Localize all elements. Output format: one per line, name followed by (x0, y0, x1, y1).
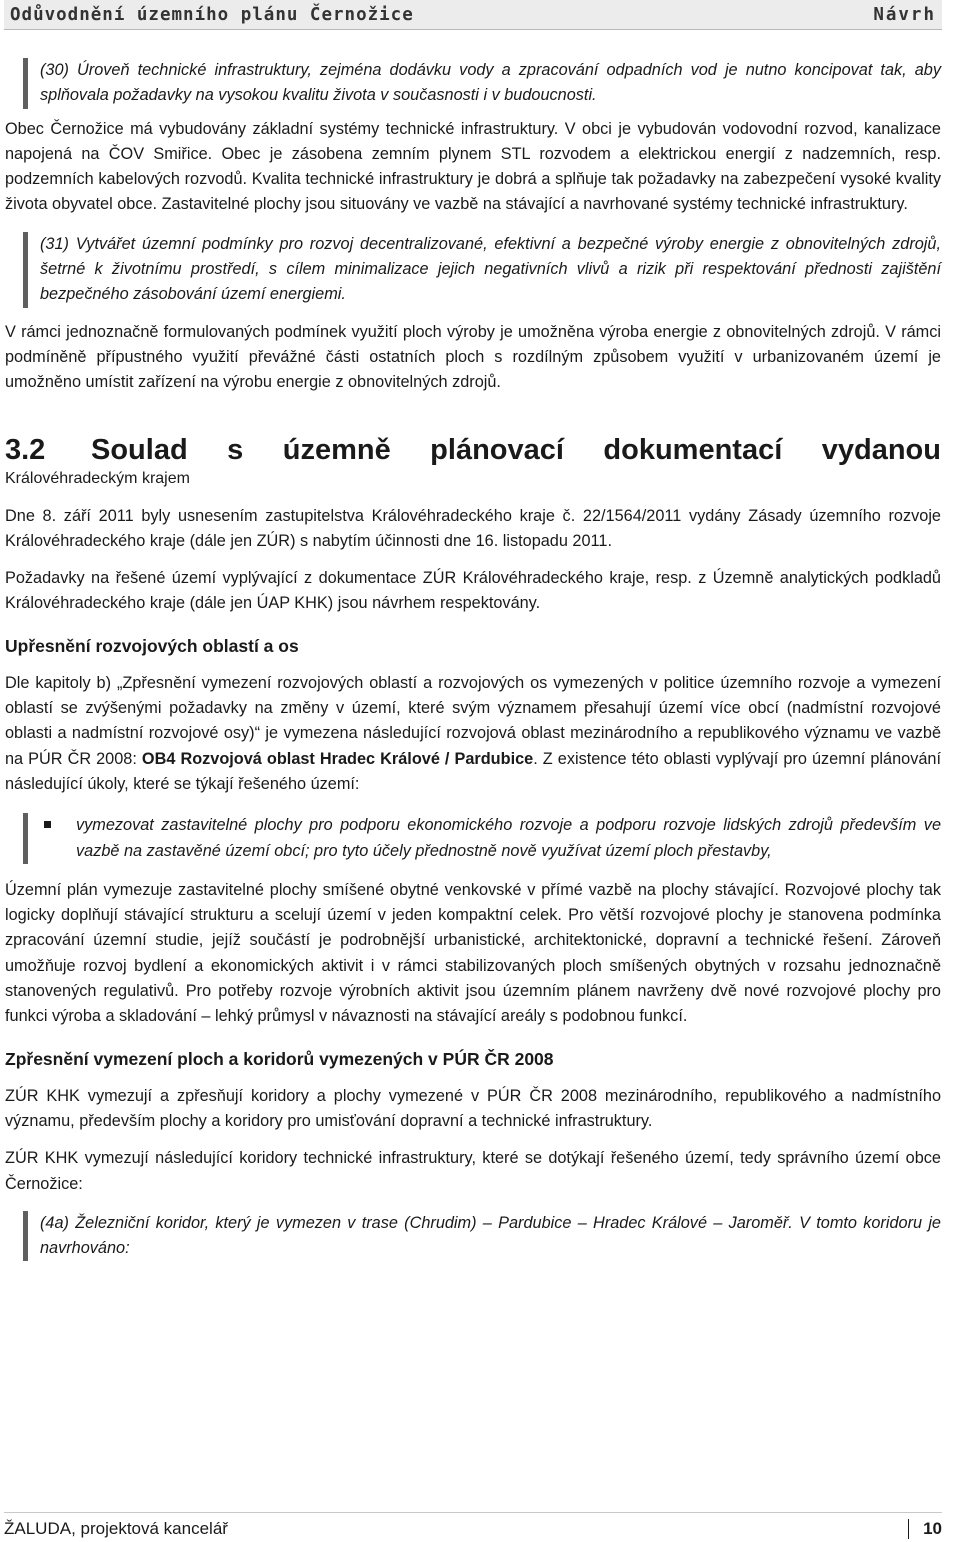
list-item (40, 813, 941, 864)
paragraph-development-area-start: Dle kapitoly b) „Zpřesnění vymezení rozvojových oblastí a rozvojových os vymezených v politice územního rozvoje a vymezení oblastí se zvýšenými požadavky na změny v území, které svým významem přesahují území více obcí (nadmístní rozvojové oblasti a nadmístní rozvojové osy)“ je vymezena následující rozvojová oblast mezinárodního a republikového významu ve vazbě na PÚR ČR 2008: (5, 673, 941, 768)
paragraph-technical-corridors: ZÚR KHK vymezují následující koridory technické infrastruktury, které se dotýkají řešeného území, tedy správního území obce Černožice: (5, 1149, 941, 1193)
paragraph-zoning-plan: Územní plán vymezuje zastavitelné plochy smíšené obytné venkovské v přímé vazbě na plochy stávající. Rozvojové plochy tak logicky doplňují stávající strukturu a scelují území v jeden kompaktní celek. Pro větší rozvojové plochy je stanovena podmínka zpracování územní studie, jejíž součástí je podrobnější urbanistické, architektonické, dopravní a technické řešení. Zároveň umožňuje rozvoj bydlení a ekonomických aktivit i v rámci stabilizovaných ploch smíšených obytných v rozsahu jednoznačně stanovených regulativů. Pro potřeby rozvoje výrobních aktivit jsou územním plánem navrženy dvě nové rozvojové plochy pro funkci výroba a skladování – lehký průmysl v návaznosti na stávající areály s podobnou funkcí. (5, 880, 941, 1026)
page-content (5, 58, 941, 1261)
quote-4a (23, 1211, 941, 1262)
paragraph-corridors: ZÚR KHK vymezují a zpřesňují koridory a plochy vymezené v PÚR ČR 2008 mezinárodního, republikového a nadmístního významu, především plochy a koridory pro umisťování dopravní a technické infrastruktury. (5, 1086, 941, 1130)
subheading-corridors: Zpřesnění vymezení ploch a koridorů vymezených v PÚR ČR 2008 (5, 1048, 554, 1069)
paragraph-infrastructure: Obec Černožice má vybudovány základní systémy technické infrastruktury. V obci je vybudován vodovodní rozvod, kanalizace napojená na ČOV Smiřice. Obec je zásobena zemním plynem STL rozvodem a elektrickou energií z nadzemních, resp. podzemních kabelových rozvodů. Kvalita technické infrastruktury je dobrá a splňuje tak požadavky na zabezpečení vysoké kvality života obyvatel obce. Zastavitelné plochy jsou situovány ve vazbě na stávající a navrhované systémy technické infrastruktury. (5, 119, 941, 214)
square-bullet-icon (40, 813, 76, 864)
quote-31 (23, 232, 941, 308)
paragraph-requirements: Požadavky na řešené území vyplývající z dokumentace ZÚR Královéhradeckého kraje, resp. z Územně analytických podkladů Královéhradeckého kraje (dále jen ÚAP KHK) jsou návrhem respektovány. (5, 569, 941, 613)
page-footer (4, 1512, 942, 1542)
bullet-quote (23, 813, 941, 864)
page-header (4, 0, 942, 30)
page-number: 10 (908, 1519, 942, 1539)
subheading-development-areas: Upřesnění rozvojových oblastí a os (5, 635, 299, 656)
section-title-line-2: Královéhradeckým krajem (5, 469, 190, 487)
paragraph-energy: V rámci jednoznačně formulovaných podmínek využití ploch výroby je umožněna výroba energie z obnovitelných zdrojů. V rámci podmíněně přípustného využití převážné části ostatních ploch s rozdílným způsobem využití v urbanizovaném území je umožněno umístit zařízení na výrobu energie z obnovitelných zdrojů. (5, 322, 941, 392)
section-heading (5, 430, 941, 470)
header-label: Návrh (873, 4, 936, 25)
quote-4a-text: (4a) Železniční koridor, který je vymezen v trase (Chrudim) – Pardubice – Hradec Králové – Jaroměř. V tomto koridoru je navrhováno: (40, 1213, 941, 1258)
footer-company: ŽALUDA, projektová kancelář (4, 1519, 228, 1538)
paragraph-development-area-end: . Z existence této oblasti vyplývají pro územní plánování následující úkoly, které se týkají řešeného území: (5, 749, 941, 793)
development-area-ob4: OB4 Rozvojová oblast Hradec Králové / Pardubice (141, 749, 534, 768)
paragraph-zur-issue: Dne 8. září 2011 byly usnesením zastupitelstva Královéhradeckého kraje č. 22/1564/2011 vydány Zásady územního rozvoje Královéhradeckého kraje (dále jen ZÚR) s nabytím účinnosti dne 16. listopadu 2011. (5, 506, 941, 550)
bullet-text: vymezovat zastavitelné plochy pro podporu ekonomického rozvoje a podporu rozvoje lidských zdrojů především ve vazbě na zastavěné území obcí; pro tyto účely přednostně nově využívat území ploch přestavby, (76, 816, 941, 860)
header-title: Odůvodnění územního plánu Černožice (10, 4, 414, 25)
section-number: 3.2 (5, 433, 46, 466)
quote-30-text: (30) Úroveň technické infrastruktury, zejména dodávku vody a zpracování odpadních vod je nutno koncipovat tak, aby splňovala požadavky na vysokou kvalitu života v současnosti i v budoucnosti. (40, 61, 941, 105)
quote-31-text: (31) Vytvářet územní podmínky pro rozvoj decentralizované, efektivní a bezpečné výroby energie z obnovitelných zdrojů, šetrné k životnímu prostředí, s cílem minimalizace jejich negativních vlivů a rizik při respektování přednosti zajištění bezpečného zásobování území energiemi. (40, 234, 941, 304)
quote-30 (23, 58, 941, 109)
paragraph-development-area (5, 671, 941, 797)
section-title-line-1: Soulad s územně plánovací dokumentací vydanou (91, 433, 941, 466)
